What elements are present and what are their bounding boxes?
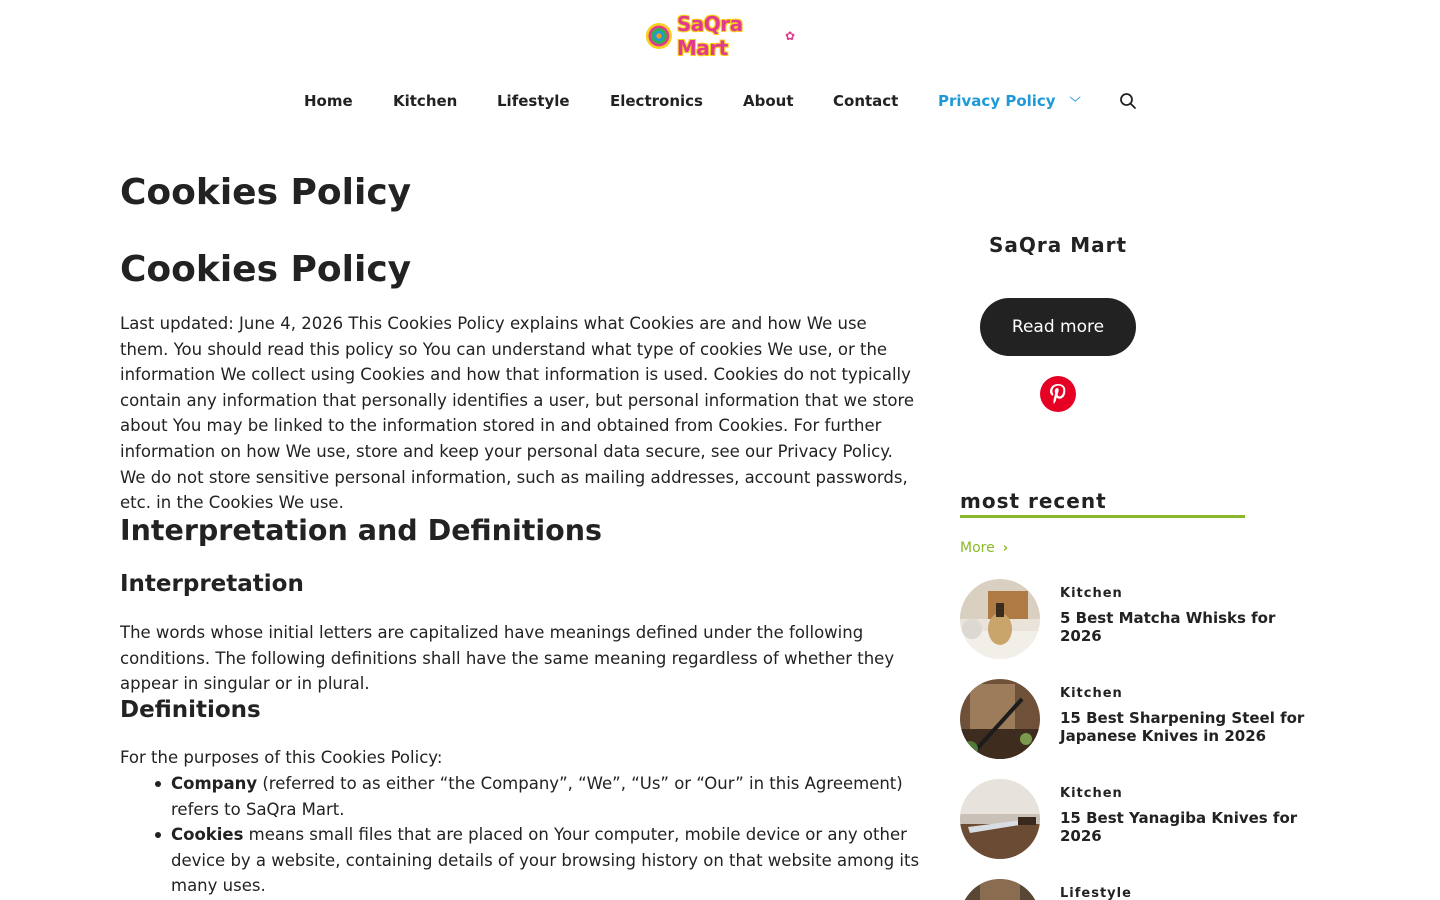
main-nav	[0, 88, 1440, 116]
recent-post[interactable]	[960, 679, 1320, 759]
chevron-down-icon[interactable]: ﹀	[1069, 96, 1081, 109]
logo-flower-icon: ✿	[784, 29, 795, 43]
sidebar-brand-title: SaQra Mart	[988, 233, 1128, 257]
post-thumbnail[interactable]	[960, 879, 1040, 900]
post-title[interactable]: 5 Best Matcha Whisks for 2026	[1060, 609, 1276, 645]
recent-post[interactable]	[960, 879, 1320, 900]
definition-item	[171, 771, 931, 822]
most-recent-heading: most recent	[960, 489, 1107, 513]
definition-text: means small files that are placed on Your computer, mobile device or any other device by a website, containing details of your browsing history on that website among its many uses.	[171, 825, 920, 896]
post-category[interactable]: Kitchen	[1060, 686, 1123, 701]
yanagiba-knife-image	[960, 779, 1040, 859]
nav-electronics[interactable]: Electronics	[610, 92, 703, 110]
post-thumbnail[interactable]	[960, 579, 1040, 659]
logo-text: SaQra Mart	[676, 12, 743, 60]
post-thumbnail[interactable]	[960, 779, 1040, 859]
pinterest-glyph-icon	[1048, 383, 1068, 405]
definition-term: Company	[171, 774, 258, 793]
interpretation-paragraph: The words whose initial letters are capitalized have meanings defined under the following conditions. The following definitions shall have the same meaning regardless of whether they appear in singular or in plural.	[120, 623, 895, 694]
search-icon[interactable]	[1119, 92, 1137, 110]
nav-home[interactable]: Home	[304, 92, 353, 110]
site-logo[interactable]	[645, 12, 795, 60]
nav-privacy-policy-label: Privacy Policy	[938, 92, 1056, 110]
definition-item	[171, 822, 931, 899]
recent-post[interactable]	[960, 579, 1320, 659]
content-heading: Cookies Policy	[120, 249, 412, 290]
section-heading-interpretation-definitions: Interpretation and Definitions	[120, 514, 602, 547]
definitions-heading: Definitions	[120, 697, 261, 723]
definition-text: (referred to as either “the Company”, “We”, “Us” or “Our” in this Agreement) refers to SaQra Mart.	[171, 774, 903, 819]
nav-privacy-policy[interactable]	[938, 92, 1081, 110]
interpretation-heading: Interpretation	[120, 571, 304, 597]
more-link[interactable]	[960, 540, 1008, 556]
post-category[interactable]: Kitchen	[1060, 586, 1123, 601]
heading-underline	[960, 515, 1245, 518]
post-title[interactable]: 15 Best Yanagiba Knives for 2026	[1060, 809, 1298, 845]
nav-about[interactable]: About	[743, 92, 794, 110]
matcha-whisk-image	[960, 579, 1040, 659]
post-thumbnail[interactable]	[960, 679, 1040, 759]
definitions-intro: For the purposes of this Cookies Policy:	[120, 748, 443, 767]
lifestyle-post-image	[960, 879, 1040, 900]
read-more-button[interactable]: Read more	[980, 298, 1136, 356]
post-title[interactable]: 15 Best Sharpening Steel for Japanese Knives in 2026	[1060, 709, 1305, 745]
nav-lifestyle[interactable]: Lifestyle	[497, 92, 570, 110]
post-category[interactable]: Lifestyle	[1060, 886, 1132, 900]
intro-paragraph: Last updated: June 4, 2026 This Cookies Policy explains what Cookies are and how We use them. You should read this policy so You can understand what type of cookies We use, or the information We collect using Cookies and how that information is used. Cookies do not typically contain any information that personally identifies a user, but personal information that we store about You may be linked to the information stored in and obtained from Cookies. For further information on how We use, store and keep your personal data secure, see our Privacy Policy. We do not store sensitive personal information, such as mailing addresses, account passwords, etc. in the Cookies We use.	[120, 314, 915, 513]
sharpening-steel-image	[960, 679, 1040, 759]
definitions-list	[171, 771, 931, 899]
chevron-right-icon: ›	[1002, 540, 1009, 556]
page-title: Cookies Policy	[120, 172, 412, 213]
nav-kitchen[interactable]: Kitchen	[393, 92, 458, 110]
logo-swirl-icon	[645, 20, 673, 52]
definition-term: Cookies	[171, 825, 244, 845]
more-link-label: More	[960, 540, 995, 556]
post-category[interactable]: Kitchen	[1060, 786, 1123, 801]
recent-post[interactable]	[960, 779, 1320, 859]
nav-contact[interactable]: Contact	[833, 92, 899, 110]
pinterest-icon[interactable]	[1040, 376, 1076, 412]
